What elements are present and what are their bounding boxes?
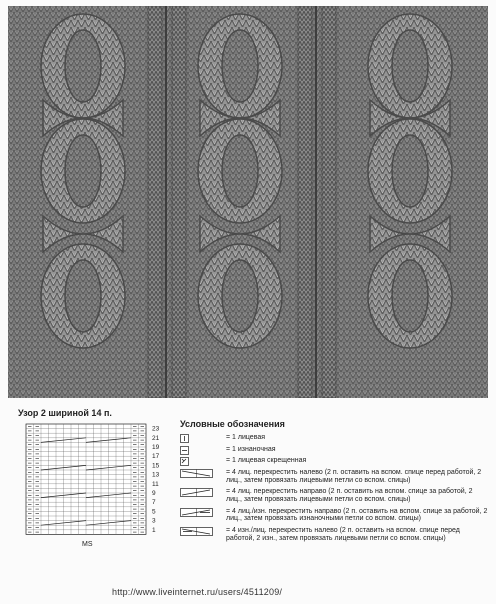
legend-text: = 1 лицевая скрещенная	[226, 457, 307, 465]
legend-item	[180, 446, 490, 454]
row-number: 13	[152, 471, 160, 479]
cross-right-knit-purl-symbol	[180, 508, 220, 517]
row-number: 7	[152, 499, 156, 507]
legend-text: = 4 изн./лиц. перекрестить налево (2 п. оставить на вспом. спице перед работой, 2 изн., затем провязать лицевыми петли со вспом. спицы)	[226, 527, 460, 542]
knit-symbol	[180, 434, 190, 443]
legend-item	[180, 469, 490, 484]
legend-item	[180, 508, 490, 523]
legend-text: = 1 изнаночная	[226, 445, 276, 453]
row-number: 9	[152, 490, 156, 497]
legend	[180, 420, 490, 546]
row-number: 3	[152, 517, 156, 525]
chart-title: Узор 2 шириной 14 п.	[18, 408, 112, 418]
row-number: 11	[152, 480, 159, 488]
legend-item	[180, 488, 490, 503]
legend-item	[180, 434, 490, 442]
knitted-swatch-photo	[8, 6, 488, 398]
row-number: 1	[152, 526, 156, 534]
legend-text: = 4 лиц./изн. перекрестить направо (2 п. оставить на вспом. спице за работой, 2 лиц., затем провязать изнаночными петли со вспом. спицы)	[226, 507, 488, 523]
purl-symbol	[180, 446, 190, 455]
row-number: 19	[152, 444, 160, 451]
row-number: 17	[152, 453, 160, 461]
row-number: 5	[152, 508, 156, 516]
legend-text: = 4 лиц. перекрестить налево (2 п. оставить на вспом. спице перед работой, 2 лиц., затем провязать лицевыми петли со вспом. спицы)	[226, 468, 482, 484]
legend-text: = 4 лиц. перекрестить направо (2 п. оставить на вспом. спице за работой, 2 лиц., затем провязать лицевыми петли со вспом. спицы)	[226, 488, 473, 504]
row-number: 23	[152, 425, 160, 433]
knitting-chart	[18, 422, 178, 540]
ms-label: MS	[82, 541, 93, 548]
legend-title: Условные обозначения	[180, 419, 285, 429]
cross-left-4-symbol	[180, 469, 220, 478]
row-number: 15	[152, 462, 160, 470]
row-number: 21	[152, 434, 160, 442]
cross-left-purl-knit-symbol	[180, 527, 220, 536]
legend-item	[180, 527, 490, 542]
twisted-knit-symbol	[180, 457, 190, 466]
legend-item	[180, 457, 490, 465]
watermark-url: http://www.liveinternet.ru/users/4511209/	[112, 587, 283, 597]
cross-right-4-symbol	[180, 488, 220, 497]
legend-text: = 1 лицевая	[226, 433, 266, 441]
